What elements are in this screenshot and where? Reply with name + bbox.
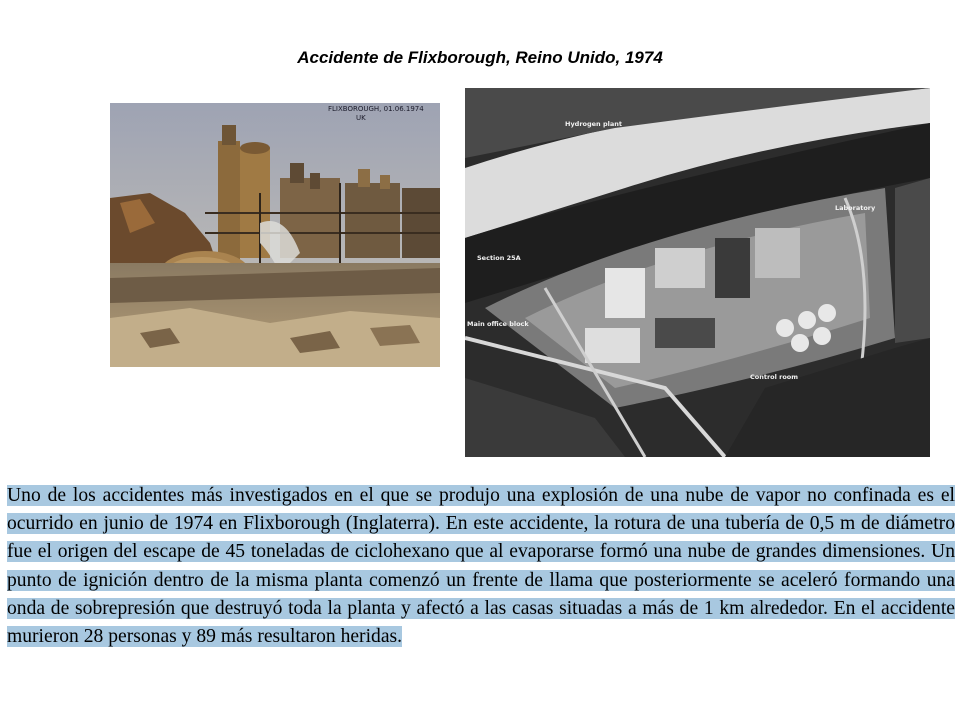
label-control-room: Control room xyxy=(750,373,799,381)
label-laboratory: Laboratory xyxy=(835,204,876,212)
body-paragraph xyxy=(7,482,955,651)
label-hydrogen-plant: Hydrogen plant xyxy=(565,120,622,128)
explosion-damage-photo xyxy=(110,103,440,367)
label-section-25a: Section 25A xyxy=(477,254,521,262)
photo-stamp-line2: UK xyxy=(356,114,366,122)
highlighted-paragraph-text: Uno de los accidentes más investigados en el que se produjo una explosión de una nube de vapor no confinada es el ocurrido en junio de 1974 en Flixborough (Inglaterra). En este accidente, la rotura de una tubería de 0,5 m de diámetro fue el origen del escape de 45 toneladas de ciclohexano que al evaporarse formó una nube de grandes dimensiones. Un punto de ignición dentro de la misma planta comenzó un frente de llama que posteriormente se aceleró formando una onda de sobrepresión que destruyó toda la planta y afectó a las casas situadas a más de 1 km alrededor. En el accidente murieron 28 personas y 89 más resultaron heridas. xyxy=(7,485,955,648)
aerial-plant-photo xyxy=(465,88,930,457)
photo-stamp-line1: FLIXBOROUGH, 01.06.1974 xyxy=(328,105,424,113)
slide-title: Accidente de Flixborough, Reino Unido, 1974 xyxy=(297,48,663,67)
label-main-office-block: Main office block xyxy=(467,320,529,328)
